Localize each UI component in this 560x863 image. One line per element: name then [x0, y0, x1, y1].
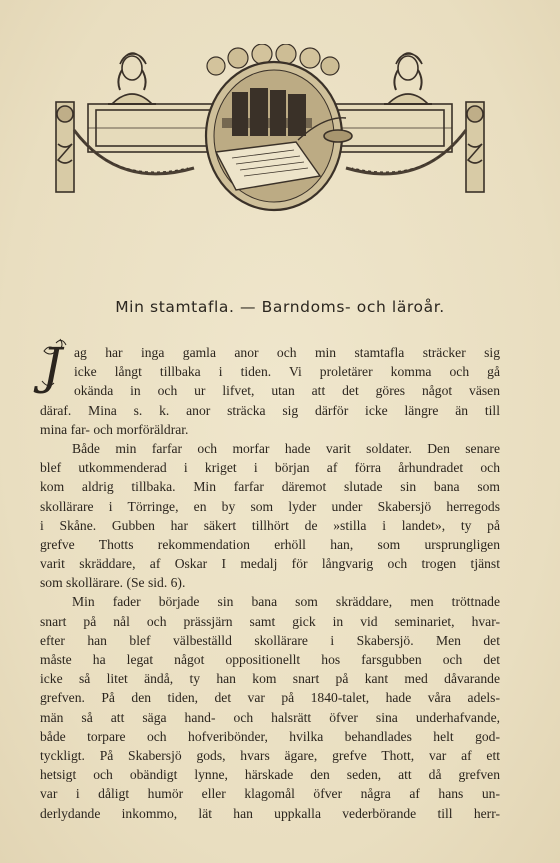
text-line: mina far- och morföräldrar. — [40, 421, 189, 437]
text-line: icke så litet ändå, ty han kom snart på kant med dåvarande — [40, 671, 500, 687]
text-line: var i dåligt humör eller klagomål öfver några af hans un- — [40, 786, 500, 802]
text-line: däraf. Mina s. k. anor sträcka sig därför icke längre än till — [40, 402, 500, 418]
text-line: grefve Thotts rekommendation erhöll han, som ursprungligen — [40, 536, 500, 552]
text-line: snart på nål och prässjärn samt gick in vid seminariet, hvar- — [40, 613, 500, 629]
text-line: män så att säga hand- och halsrätt öfver sina underhafvande, — [40, 709, 500, 725]
text-line: skollärare i Törringe, en by som lyder under Skabersjö herregods — [40, 498, 500, 514]
text-line: tyckligt. På Skabersjö gods, hvars ägare, grefve Thott, var af ett — [40, 747, 500, 763]
drop-cap-letter: J — [42, 337, 63, 395]
text-line: varit skräddare, af Oskar I medalj för långvarig och trogen tjänst — [40, 556, 500, 572]
text-line: måste ha legat något oppositionellt hos farsgubben och det — [40, 652, 500, 667]
text-line: icke långt tillbaka i tiden. Vi proletärer komma och gå — [74, 364, 500, 380]
text-line: hetsigt och obändigt lynne, härskade den seden, att då grefven — [40, 767, 500, 783]
text-line: både torpare och hofveribönder, hvilka behandlades helt god- — [40, 728, 500, 744]
text-line: grefven. På den tiden, det var på 1840-talet, hade våra adels- — [40, 690, 500, 706]
paragraph-2 — [40, 439, 500, 593]
text-line: som skollärare. (Se sid. 6). — [40, 575, 186, 591]
text-line: Både min farfar och morfar hade varit soldater. Den senare — [72, 440, 500, 456]
drop-cap-icon — [40, 337, 74, 399]
text-line: blef utkommenderad i kriget i början af förra århundradet och — [40, 460, 500, 476]
text-line: derlydande inkommo, lät han uppkalla vederbörande till herr- — [40, 805, 500, 821]
text-line: Min fader började sin bana som skräddare, men tröttnade — [72, 594, 500, 610]
text-line: efter han blef välbeställd skollärare i Skabersjö. Men det — [40, 632, 500, 648]
text-line: okända in och ur lifvet, utan att det göres något väsen — [74, 383, 500, 399]
text-line: ag har inga gamla anor och min stamtafla sträcker sig — [74, 345, 500, 360]
text-line: kom aldrig tillbaka. Min farfar däremot slutade sin bana som — [40, 479, 500, 495]
paragraph-1 — [40, 343, 500, 439]
chapter-body — [40, 337, 500, 823]
chapter-title: Min stamtafla. — Barndoms- och läroår. — [115, 298, 445, 316]
paragraph-3 — [40, 592, 500, 822]
header-ornament-icon — [48, 44, 492, 214]
text-line: i Skåne. Gubben har säkert tillhört de »stilla i landet», ty på — [40, 517, 500, 533]
